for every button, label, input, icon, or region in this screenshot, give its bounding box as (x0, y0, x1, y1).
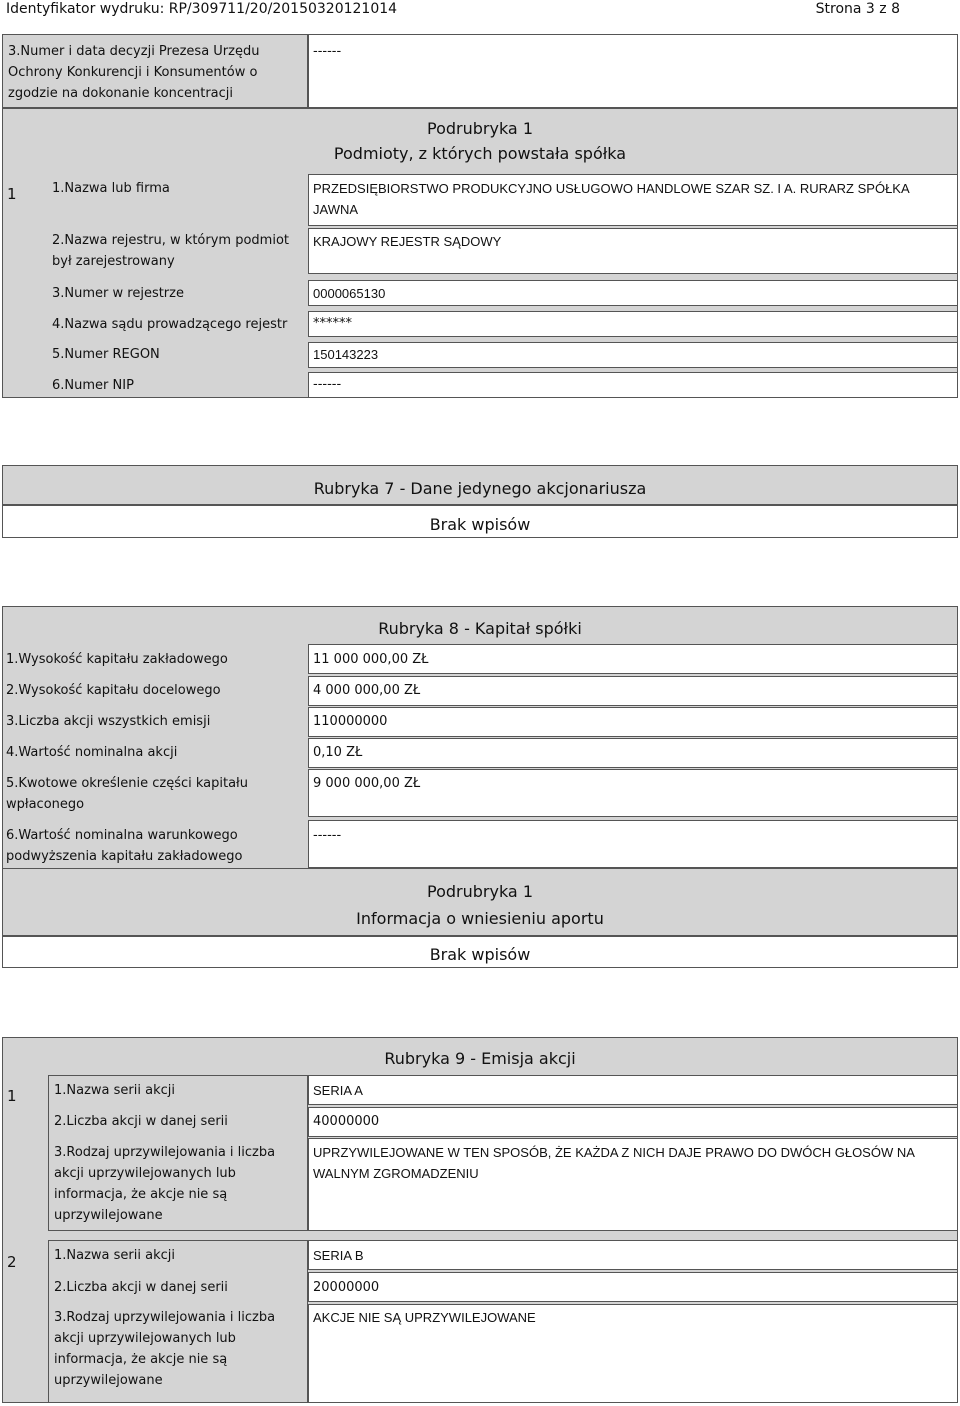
series-value-cell (308, 1107, 958, 1137)
series-value: SERIA A (313, 1083, 363, 1098)
sub1-label: 5.Numer REGON (52, 347, 160, 362)
series-value-cell (308, 1272, 958, 1302)
sub1-index: 1 (7, 185, 17, 203)
capital-value: 9 000 000,00 ZŁ (313, 776, 421, 791)
series-value-cell (308, 1075, 958, 1105)
sub1-title-2: Podmioty, z których powstała spółka (333, 144, 627, 163)
capital-label: 5.Kwotowe określenie części kapitału wpłaconego (6, 776, 248, 812)
sub1-value: ****** (313, 316, 352, 331)
series-value: 40000000 (313, 1114, 380, 1129)
sub1-label: 6.Numer NIP (52, 378, 134, 393)
series-label: 3.Rodzaj uprzywilejowania i liczba akcji uprzywilejowanych lub informacja, że akcje nie są uprzywilejowane (54, 1145, 276, 1223)
capital-value-cell (308, 820, 958, 868)
rubryka8-title: Rubryka 8 - Kapitał spółki (378, 619, 582, 638)
page-number: Strona 3 z 8 (815, 1, 900, 17)
sub1-label: 2.Nazwa rejestru, w którym podmiot był zarejestrowany (52, 233, 289, 269)
sub1-value: 150143223 (313, 347, 379, 362)
capital-label: 6.Wartość nominalna warunkowego podwyższenia kapitału zakładowego (6, 828, 243, 864)
capital-value-cell (308, 738, 958, 768)
sub1-value: PRZEDSIĘBIORSTWO PRODUKCYJNO USŁUGOWO HANDLOWE SZAR SZ. I A. RURARZ SPÓŁKA JAWNA (313, 181, 909, 217)
sub1-value-cell (308, 372, 958, 398)
decision-label: 3.Numer i data decyzji Prezesa Urzędu Ochrony Konkurencji i Konsumentów o zgodzie na dokonanie koncentracji (8, 44, 260, 101)
sub1-title-block (2, 118, 958, 165)
series-label: 3.Rodzaj uprzywilejowania i liczba akcji uprzywilejowanych lub informacja, że akcje nie są uprzywilejowane (54, 1310, 276, 1388)
print-identifier: Identyfikator wydruku: RP/309711/20/20150320121014 (6, 1, 398, 17)
series-index: 2 (7, 1253, 17, 1271)
decision-value: ------ (313, 44, 342, 59)
sub1-label: 1.Nazwa lub firma (52, 181, 170, 196)
series-value-cell (308, 1240, 958, 1270)
capital-value-cell (308, 707, 958, 737)
capital-label: 4.Wartość nominalna akcji (6, 745, 178, 760)
series-value: SERIA B (313, 1248, 364, 1263)
rubryka9-title: Rubryka 9 - Emisja akcji (384, 1049, 576, 1068)
sub1-value: ------ (313, 377, 342, 392)
sub1-label: 4.Nazwa sądu prowadzącego rejestr (52, 317, 288, 332)
series-index: 1 (7, 1087, 17, 1105)
sub1-value-cell (308, 280, 958, 306)
sub1-value-cell (308, 311, 958, 337)
series-value: UPRZYWILEJOWANE W TEN SPOSÓB, ŻE KAŻDA Z NICH DAJE PRAWO DO DWÓCH GŁOSÓW NA WALNYM ZGROMADZENIU (313, 1145, 915, 1181)
sub1-title-1: Podrubryka 1 (427, 119, 533, 138)
decision-value-cell (308, 34, 958, 108)
capital-value: 110000000 (313, 714, 388, 729)
series-label: 2.Liczba akcji w danej serii (54, 1280, 228, 1295)
aport-empty: Brak wpisów (429, 945, 531, 964)
series-value: AKCJE NIE SĄ UPRZYWILEJOWANE (313, 1310, 536, 1325)
series-value: 20000000 (313, 1280, 380, 1295)
sub1-label: 3.Numer w rejestrze (52, 286, 184, 301)
aport-title-1: Podrubryka 1 (427, 882, 533, 901)
series-label: 1.Nazwa serii akcji (54, 1248, 175, 1263)
sub1-value: KRAJOWY REJESTR SĄDOWY (313, 234, 502, 249)
capital-label: 2.Wysokość kapitału docelowego (6, 683, 221, 698)
capital-value: ------ (313, 828, 342, 843)
rubryka7-empty: Brak wpisów (429, 515, 531, 534)
capital-label: 1.Wysokość kapitału zakładowego (6, 652, 228, 667)
sub1-value-cell (308, 342, 958, 368)
aport-title-2: Informacja o wniesieniu aportu (356, 909, 604, 928)
capital-value: 4 000 000,00 ZŁ (313, 683, 421, 698)
capital-value: 11 000 000,00 ZŁ (313, 652, 429, 667)
sub1-value: 0000065130 (313, 286, 386, 301)
series-label: 1.Nazwa serii akcji (54, 1083, 175, 1098)
series-label: 2.Liczba akcji w danej serii (54, 1114, 228, 1129)
capital-label: 3.Liczba akcji wszystkich emisji (6, 714, 211, 729)
rubryka7-title: Rubryka 7 - Dane jedynego akcjonariusza (313, 479, 647, 498)
capital-value: 0,10 ZŁ (313, 745, 363, 760)
